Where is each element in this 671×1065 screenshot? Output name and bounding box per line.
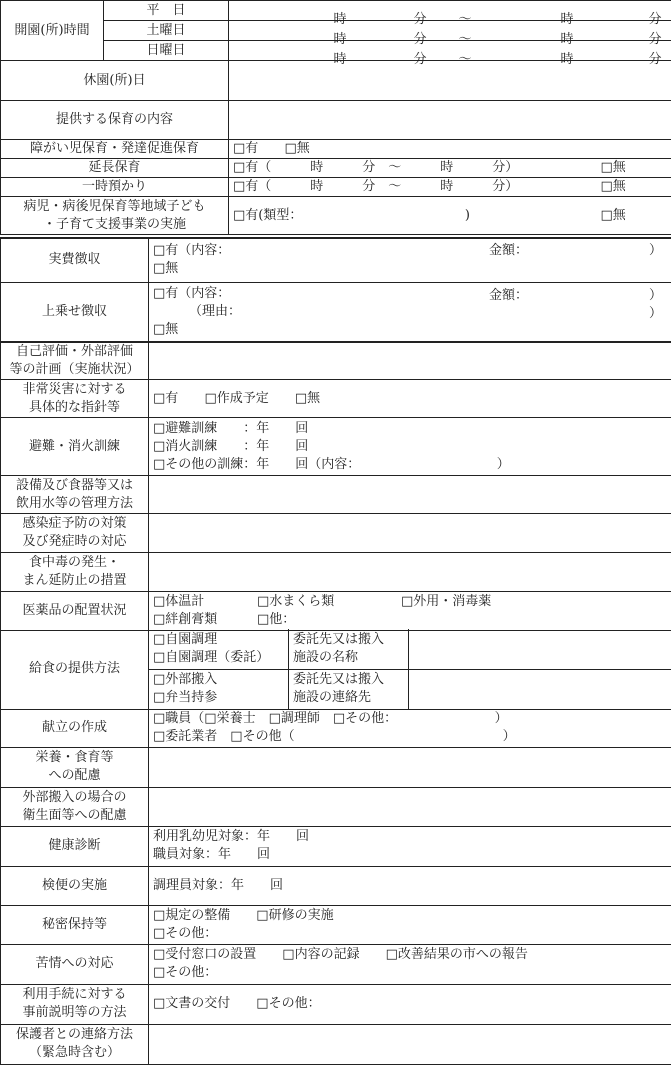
label-line: 栄養・食育等: [5, 749, 144, 767]
checkbox-yes[interactable]: □有（内容：: [153, 243, 230, 258]
line: [153, 303, 667, 321]
disability-care-options[interactable]: [229, 140, 671, 159]
checkbox-planned[interactable]: □作成予定: [204, 390, 268, 408]
checkbox-no[interactable]: □無: [284, 140, 309, 158]
label-line: 具体的な指針等: [5, 399, 144, 417]
temporary-care-yes[interactable]: □有（ 時 分 〜 時 分）: [233, 179, 518, 194]
equipment-label: [1, 476, 149, 514]
medicine-options[interactable]: [149, 592, 671, 631]
medicine-label: 医薬品の配置状況: [1, 592, 149, 631]
food-poisoning-value[interactable]: [149, 553, 671, 592]
checkbox-lunchbox[interactable]: □弁当持参: [153, 689, 284, 707]
label-line: 利用手続に対する: [5, 986, 144, 1004]
checkbox-bandage[interactable]: □絆創膏類: [153, 612, 217, 627]
hours-label: 開園(所)時間: [1, 1, 104, 61]
checkbox-yes[interactable]: □有: [153, 390, 178, 408]
confidentiality-other[interactable]: □その他：: [153, 925, 667, 943]
temporary-care-label: 一時預かり: [1, 178, 229, 197]
extended-care-yes[interactable]: □有（ 時 分 〜 時 分）: [233, 160, 518, 175]
sick-child-label: [1, 197, 229, 235]
checkbox-no[interactable]: □無: [153, 321, 667, 339]
minute-unit: 分: [649, 11, 662, 21]
complaint-other[interactable]: □その他：: [153, 964, 667, 982]
amount-label: 金額：: [489, 287, 528, 305]
confidentiality-options[interactable]: [149, 905, 671, 944]
meal-options-top[interactable]: [149, 629, 289, 669]
checkbox-external[interactable]: □外部搬入: [153, 671, 284, 689]
meal-options-bottom[interactable]: [149, 669, 289, 709]
closed-days-value[interactable]: [229, 61, 671, 101]
actual-cost-label: 実費徴収: [1, 238, 149, 282]
fire-drill[interactable]: □消火訓練 ：年 回: [153, 438, 667, 456]
complaint-options[interactable]: [149, 944, 671, 984]
label-line: 委託先又は搬入: [293, 671, 404, 689]
vendor-name-value[interactable]: [409, 629, 671, 669]
checkbox-no[interactable]: □無: [295, 390, 320, 408]
day-sunday: 日曜日: [104, 41, 229, 61]
nutrition-label: [1, 747, 149, 787]
reason-label: （理由：: [153, 304, 241, 319]
evaluation-label: [1, 342, 149, 380]
menu-options[interactable]: [149, 709, 671, 747]
line: [153, 611, 667, 629]
checkbox-no[interactable]: □無: [601, 207, 626, 225]
menu-label: 献立の作成: [1, 709, 149, 747]
checkbox-yes[interactable]: □有（内容：: [153, 286, 230, 301]
health-check-children[interactable]: 利用乳幼児対象：年 回: [153, 828, 667, 846]
checkbox-ice-pillow[interactable]: □水まくら類: [257, 593, 334, 611]
care-content-value[interactable]: [229, 101, 671, 140]
extra-fee-options[interactable]: [149, 282, 671, 342]
label-line: 事前説明等の方法: [5, 1004, 144, 1022]
contact-method-label: [1, 1024, 149, 1064]
menu-staff[interactable]: □職員（□栄養士 □調理師 □その他： ）: [153, 710, 667, 728]
sick-child-options[interactable]: [229, 197, 671, 235]
extended-care-label: 延長保育: [1, 159, 229, 178]
vendor-contact-value[interactable]: [409, 669, 671, 709]
hours-weekday[interactable]: [229, 1, 671, 21]
hygiene-value[interactable]: [149, 787, 671, 826]
label-line: 委託先又は搬入: [293, 631, 404, 649]
checkbox-thermometer[interactable]: □体温計: [153, 594, 204, 609]
label-line: への配慮: [5, 767, 144, 785]
line: [153, 285, 667, 303]
label-line: 及び発症時の対応: [5, 533, 144, 551]
checkbox-no[interactable]: □無: [153, 260, 667, 278]
hours-sunday[interactable]: [229, 41, 671, 61]
paren: ）: [649, 242, 662, 260]
health-check-label: 健康診断: [1, 826, 149, 866]
range-tilde: ～: [459, 11, 472, 21]
hour-unit: 時: [561, 51, 574, 61]
label-line: 飲用水等の管理方法: [5, 495, 144, 513]
range-tilde: ～: [459, 51, 472, 61]
disaster-options[interactable]: [149, 380, 671, 418]
checkbox-yes[interactable]: □有: [233, 140, 258, 158]
label-line: 施設の名称: [293, 649, 404, 667]
confidentiality-row1[interactable]: □規定の整備 □研修の実施: [153, 907, 667, 925]
label-line: 自己評価・外部評価: [5, 343, 144, 361]
section-basic-table: [0, 60, 671, 235]
label-line: 感染症予防の対策: [5, 515, 144, 533]
vendor-name-label: [289, 629, 409, 669]
evacuation-drill[interactable]: □避難訓練 ：年 回: [153, 420, 667, 438]
checkbox-no[interactable]: □無: [601, 178, 626, 196]
nutrition-value[interactable]: [149, 747, 671, 787]
checkbox-other[interactable]: □他：: [257, 611, 295, 629]
hour-unit: 時: [561, 31, 574, 41]
minute-unit: 分: [649, 51, 662, 61]
closed-days-label: 休園(所)日: [1, 61, 229, 101]
minute-unit: 分: [414, 11, 427, 21]
checkbox-self-cooking[interactable]: □自園調理: [153, 631, 284, 649]
paren: ）: [649, 305, 662, 323]
checkbox-disinfectant[interactable]: □外用・消毒薬: [401, 593, 491, 611]
stool-test-label: 検便の実施: [1, 866, 149, 905]
stool-test-value[interactable]: 調理員対象：年 回: [149, 866, 671, 905]
minute-unit: 分: [414, 51, 427, 61]
menu-contractor[interactable]: □委託業者 □その他（ ）: [153, 728, 667, 746]
complaint-row1[interactable]: □受付窓口の設置 □内容の記録 □改善結果の市への報告: [153, 946, 667, 964]
section-fees-table: [0, 237, 671, 343]
hygiene-label: [1, 787, 149, 826]
infection-label: [1, 514, 149, 553]
label-line: 病児・病後児保育等地域子ども: [5, 198, 224, 216]
care-content-label: 提供する保育の内容: [1, 101, 229, 140]
minute-unit: 分: [649, 31, 662, 41]
checkbox-self-cooking-outsourced[interactable]: □自園調理（委託）: [153, 649, 284, 667]
label-line: まん延防止の措置: [5, 572, 144, 590]
extended-care-options[interactable]: [229, 159, 671, 178]
range-tilde: ～: [459, 31, 472, 41]
label-line: 外部搬入の場合の: [5, 789, 144, 807]
contact-method-value[interactable]: [149, 1024, 671, 1064]
infection-value[interactable]: [149, 514, 671, 553]
health-check-options[interactable]: [149, 826, 671, 866]
disaster-label: [1, 380, 149, 418]
label-line: 非常災害に対する: [5, 381, 144, 399]
minute-unit: 分: [414, 31, 427, 41]
hour-unit: 時: [334, 31, 347, 41]
procedure-label: [1, 984, 149, 1024]
label-line: 衛生面等への配慮: [5, 807, 144, 825]
hour-unit: 時: [334, 51, 347, 61]
line: [153, 242, 667, 260]
label-line: （緊急時含む）: [5, 1044, 144, 1062]
actual-cost-options[interactable]: [149, 238, 671, 282]
disability-care-label: 障がい児保育・発達促進保育: [1, 140, 229, 159]
hour-unit: 時: [334, 11, 347, 21]
confidentiality-label: 秘密保持等: [1, 905, 149, 944]
line: [153, 593, 667, 611]
meal-label: 給食の提供方法: [1, 629, 149, 709]
label-line: 食中毒の発生・: [5, 554, 144, 572]
label-line: 施設の連絡先: [293, 689, 404, 707]
hour-unit: 時: [561, 11, 574, 21]
equipment-value[interactable]: [149, 476, 671, 514]
label-line: 設備及び食器等又は: [5, 477, 144, 495]
complaint-label: 苦情への対応: [1, 944, 149, 984]
day-saturday: 土曜日: [104, 21, 229, 41]
hours-saturday[interactable]: [229, 21, 671, 41]
checkbox-no[interactable]: □無: [601, 159, 626, 177]
health-check-staff[interactable]: 職員対象：年 回: [153, 846, 667, 864]
label-line: 等の計画（実施状況）: [5, 361, 144, 379]
label-line: ・子育て支援事業の実施: [5, 216, 224, 234]
paren: ）: [649, 287, 662, 305]
food-poisoning-label: [1, 553, 149, 592]
sick-child-yes[interactable]: □有(類型： ): [233, 208, 470, 223]
section-hours-table: [0, 0, 671, 61]
section-meals-table: [0, 629, 671, 710]
extra-fee-label: 上乗せ徴収: [1, 282, 149, 342]
amount-label: 金額：: [489, 242, 528, 260]
other-drill[interactable]: □その他の訓練：年 回（内容： ）: [153, 456, 667, 474]
temporary-care-options[interactable]: [229, 178, 671, 197]
section-details-table: [0, 341, 671, 631]
label-line: 保護者との連絡方法: [5, 1026, 144, 1044]
procedure-options[interactable]: □文書の交付 □その他：: [149, 984, 671, 1024]
section-rest-table: [0, 709, 671, 1065]
day-weekday: 平 日: [104, 1, 229, 21]
drill-options[interactable]: [149, 418, 671, 476]
vendor-contact-label: [289, 669, 409, 709]
drill-label: 避難・消火訓練: [1, 418, 149, 476]
evaluation-value[interactable]: [149, 342, 671, 380]
